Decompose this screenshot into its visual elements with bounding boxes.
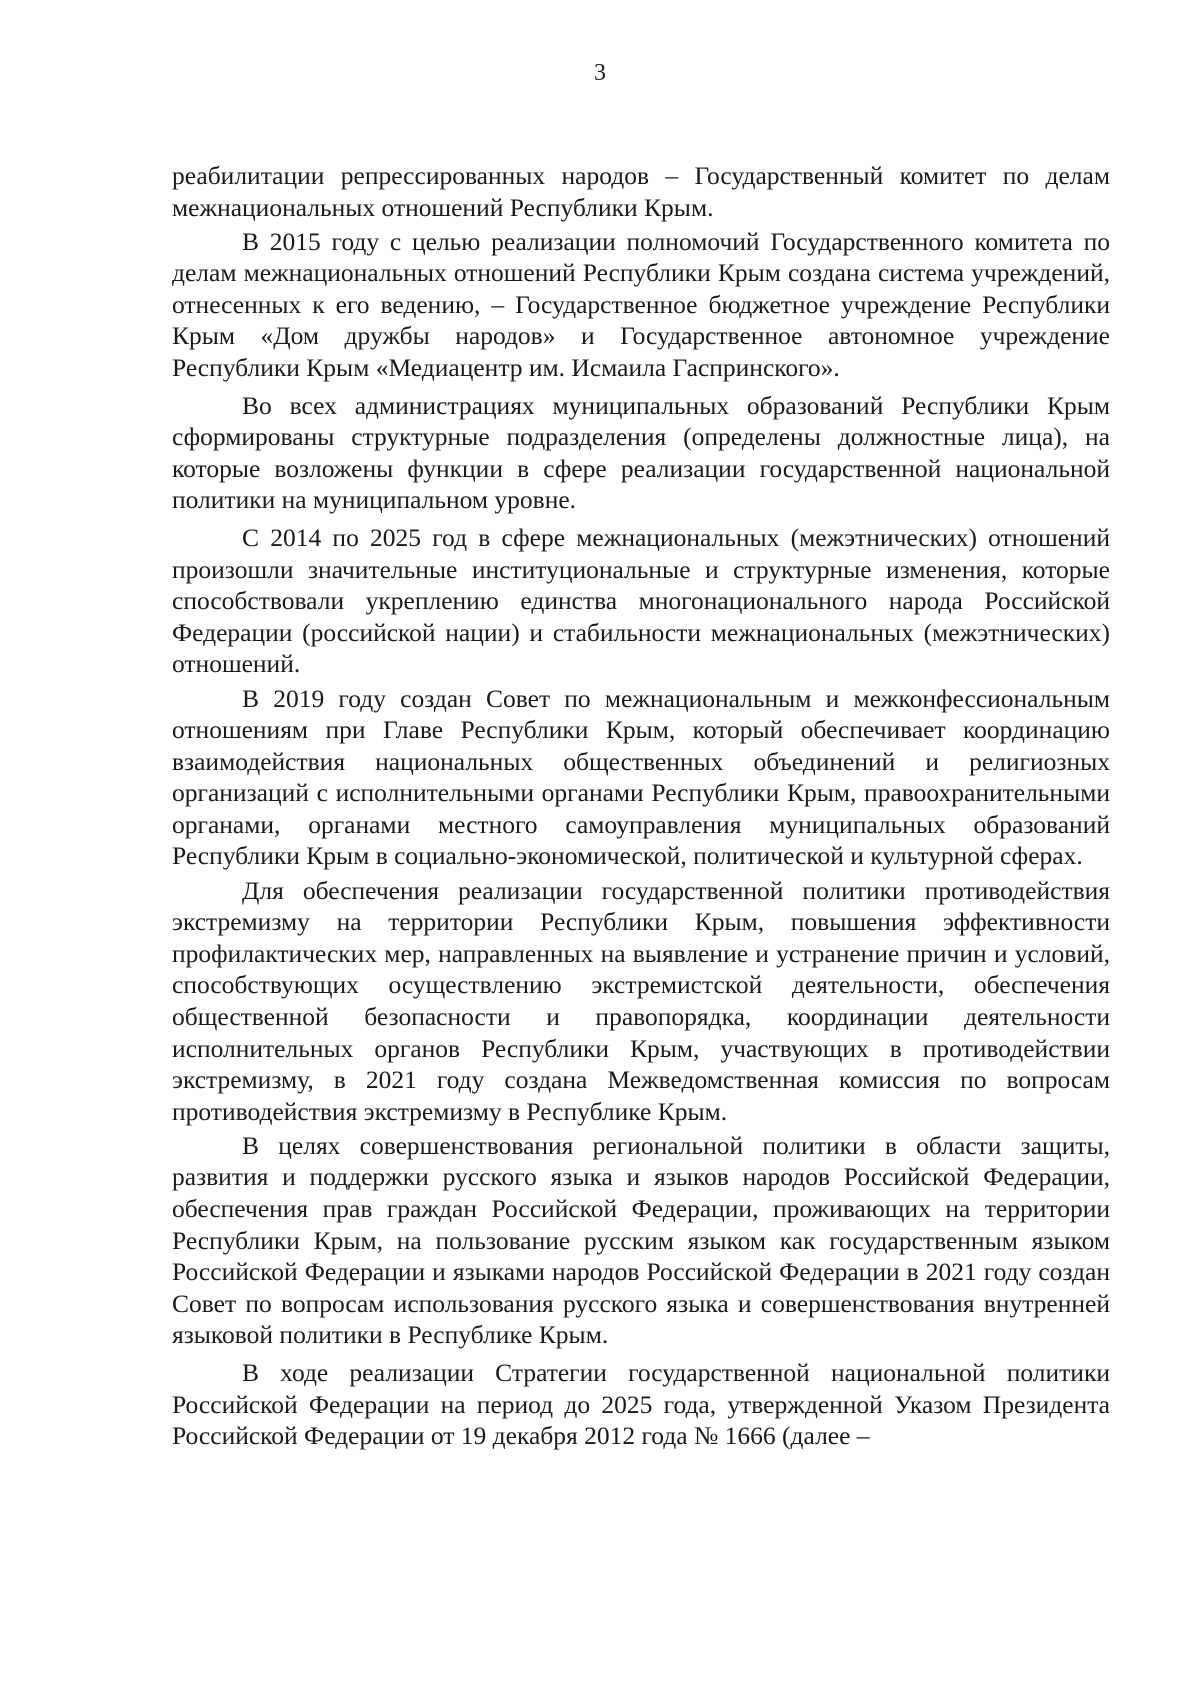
paragraph-7: В целях совершенствования региональной политики в области защиты, развития и поддержки русского языка и языков народов Российской Федерации, обеспечения прав граждан Российской Федерации, проживающих на территории Республики Крым, на пользование русским языком как государственным языком Российской Федерации и языками народов Российской Федерации в 2021 году создан Совет по вопросам использования русского языка и совершенствования внутренней языковой политики в Республике Крым. (172, 1130, 1110, 1350)
paragraph-2: В 2015 году с целью реализации полномочий Государственного комитета по делам межнациональных отношений Республики Крым создана система учреждений, отнесенных к его ведению, – Государственное бюджетное учреждение Республики Крым «Дом дружбы народов» и Государственное автономное учреждение Республики Крым «Медиацентр им. Исмаила Гаспринского». (172, 226, 1110, 383)
document-body (172, 160, 1110, 1454)
paragraph-4: С 2014 по 2025 год в сфере межнациональных (межэтнических) отношений произошли значительные институциональные и структурные изменения, которые способствовали укреплению единства многонационального народа Российской Федерации (российской нации) и стабильности межнациональных (межэтнических) отношений. (172, 523, 1110, 679)
paragraph-1: реабилитации репрессированных народов – Государственный комитет по делам межнациональных отношений Республики Крым. (172, 161, 1110, 222)
paragraph-8: В ходе реализации Стратегии государственной национальной политики Российской Федерации на период до 2025 года, утвержденной Указом Президента Российской Федерации от 19 декабря 2012 года № 1666 (далее – (172, 1357, 1110, 1451)
paragraph-5: В 2019 году создан Совет по межнациональным и межконфессиональным отношениям при Главе Республики Крым, который обеспечивает координацию взаимодействия национальных общественных объединений и религиозных организаций с исполнительными органами Республики Крым, правоохранительными органами, органами местного самоуправления муниципальных образований Республики Крым в социально-экономической, политической и культурной сферах. (172, 683, 1110, 871)
paragraph-3: Во всех администрациях муниципальных образований Республики Крым сформированы структурные подразделения (определены должностные лица), на которые возложены функции в сфере реализации государственной национальной политики на муниципальном уровне. (172, 390, 1110, 515)
page-number: 3 (594, 60, 606, 86)
paragraph-6: Для обеспечения реализации государственной политики противодействия экстремизму на территории Республики Крым, повышения эффективности профилактических мер, направленных на выявление и устранение причин и условий, способствующих осуществлению экстремистской деятельности, обеспечения общественной безопасности и правопорядка, координации деятельности исполнительных органов Республики Крым, участвующих в противодействии экстремизму, в 2021 году создана Межведомственная комиссия по вопросам противодействия экстремизму в Республике Крым. (172, 875, 1110, 1126)
